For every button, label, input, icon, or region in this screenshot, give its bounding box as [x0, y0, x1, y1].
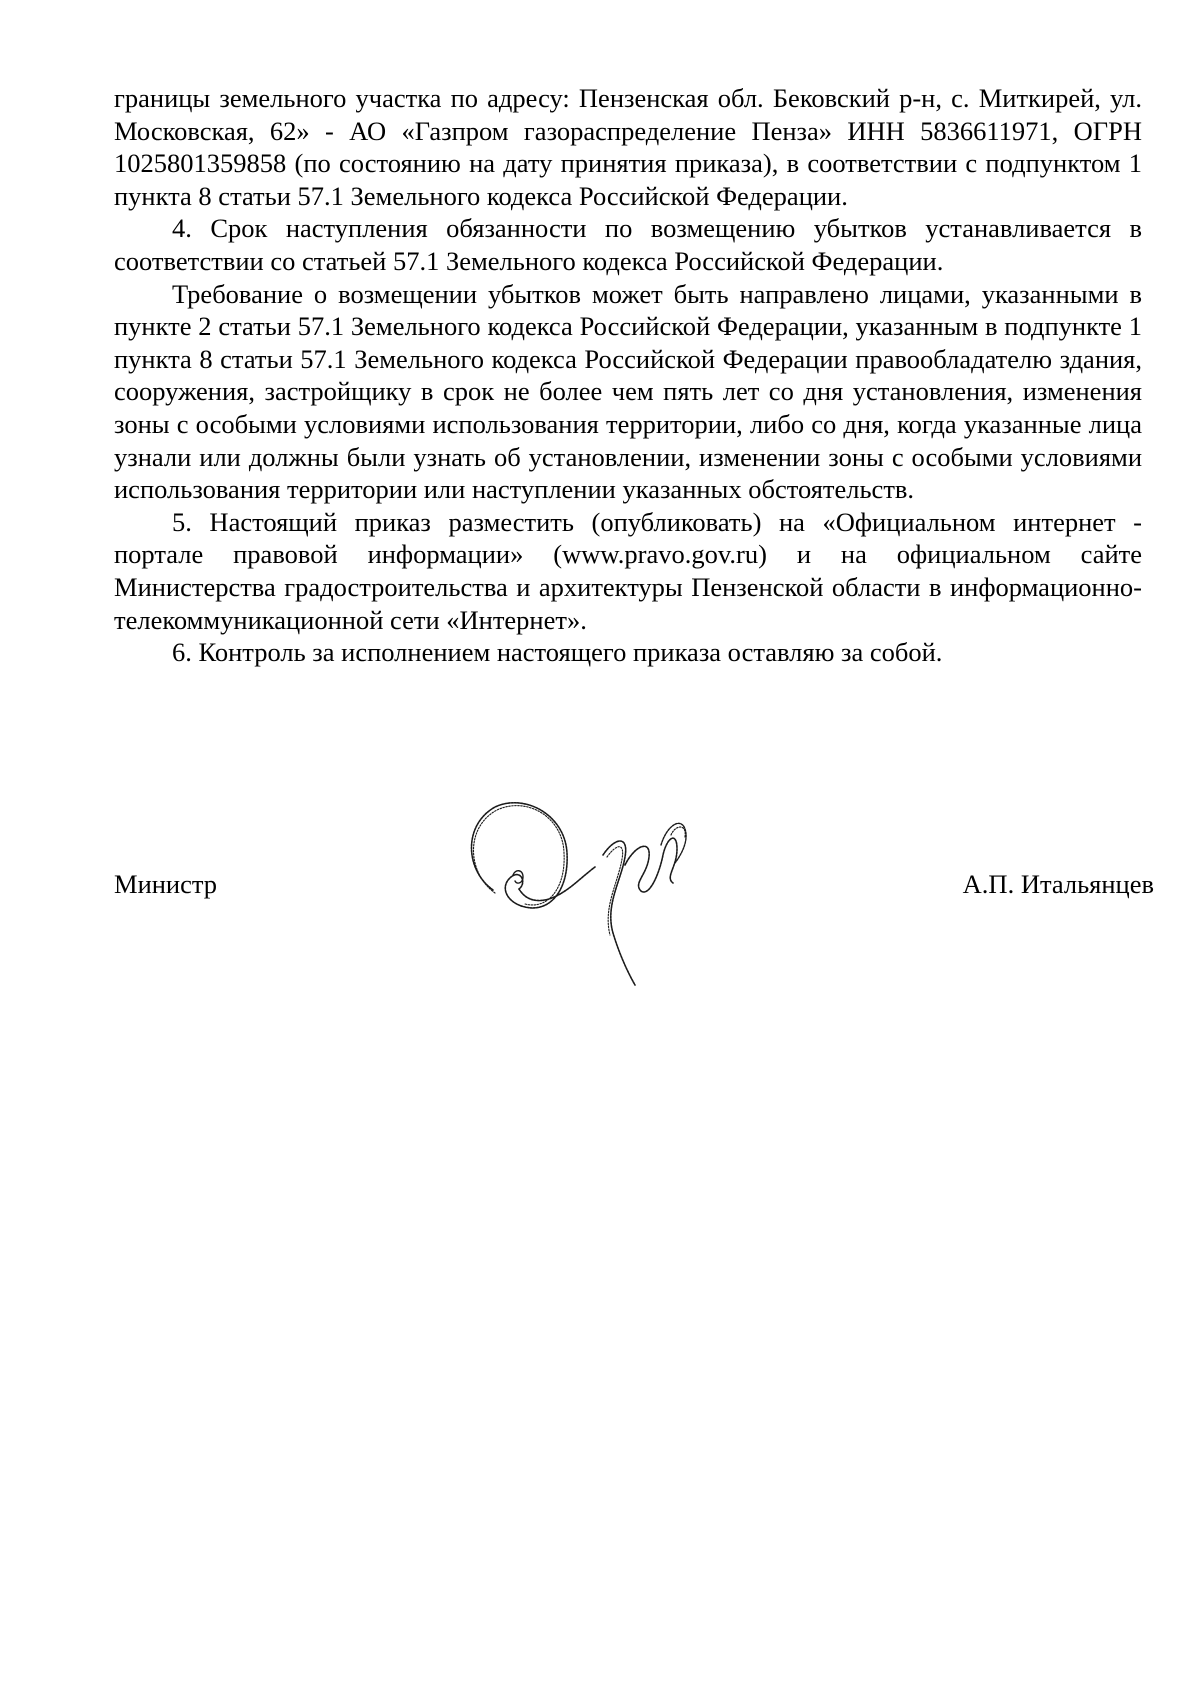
handwritten-signature-icon — [455, 795, 725, 990]
paragraph-item-5: 5. Настоящий приказ разместить (опубликовать) на «Официальном интернет - портале правовой информации» (www.pravo.gov.ru) и на официальном сайте Министерства градостроительства и архитектуры Пензенской области в информационно-телекоммуникационной сети «Интернет». — [114, 506, 1142, 635]
signatory-role: Министр — [114, 869, 218, 899]
document-body — [114, 82, 1142, 669]
paragraph-item-6: 6. Контроль за исполнением настоящего приказа оставляю за собой. — [172, 637, 943, 668]
signatory-name: А.П. Итальянцев — [962, 869, 1154, 899]
paragraph-claim: Требование о возмещении убытков может быть направлено лицами, указанными в пункте 2 статьи 57.1 Земельного кодекса Российской Федерации, указанным в подпункте 1 пункта 8 статьи 57.1 Земельного кодекса Российской Федерации правообладателю здания, сооружения, застройщику в срок не более чем пять лет со дня установления, изменения зоны с особыми условиями использования территории, либо со дня, когда указанные лица узнали или должны были узнать об установлении, изменении зоны с особыми условиями использования территории или наступлении указанных обстоятельств. — [114, 278, 1142, 505]
paragraph-continuation: границы земельного участка по адресу: Пензенская обл. Бековский р-н, с. Миткирей, ул. Московская, 62» - АО «Газпром газораспределение Пенза» ИНН 5836611971, ОГРН 1025801359858 (по состоянию на дату принятия приказа), в соответствии с подпунктом 1 пункта 8 статьи 57.1 Земельного кодекса Российской Федерации. — [114, 83, 1142, 211]
paragraph-item-4: 4. Срок наступления обязанности по возмещению убытков устанавливается в соответствии со статьей 57.1 Земельного кодекса Российской Федерации. — [114, 213, 1142, 276]
